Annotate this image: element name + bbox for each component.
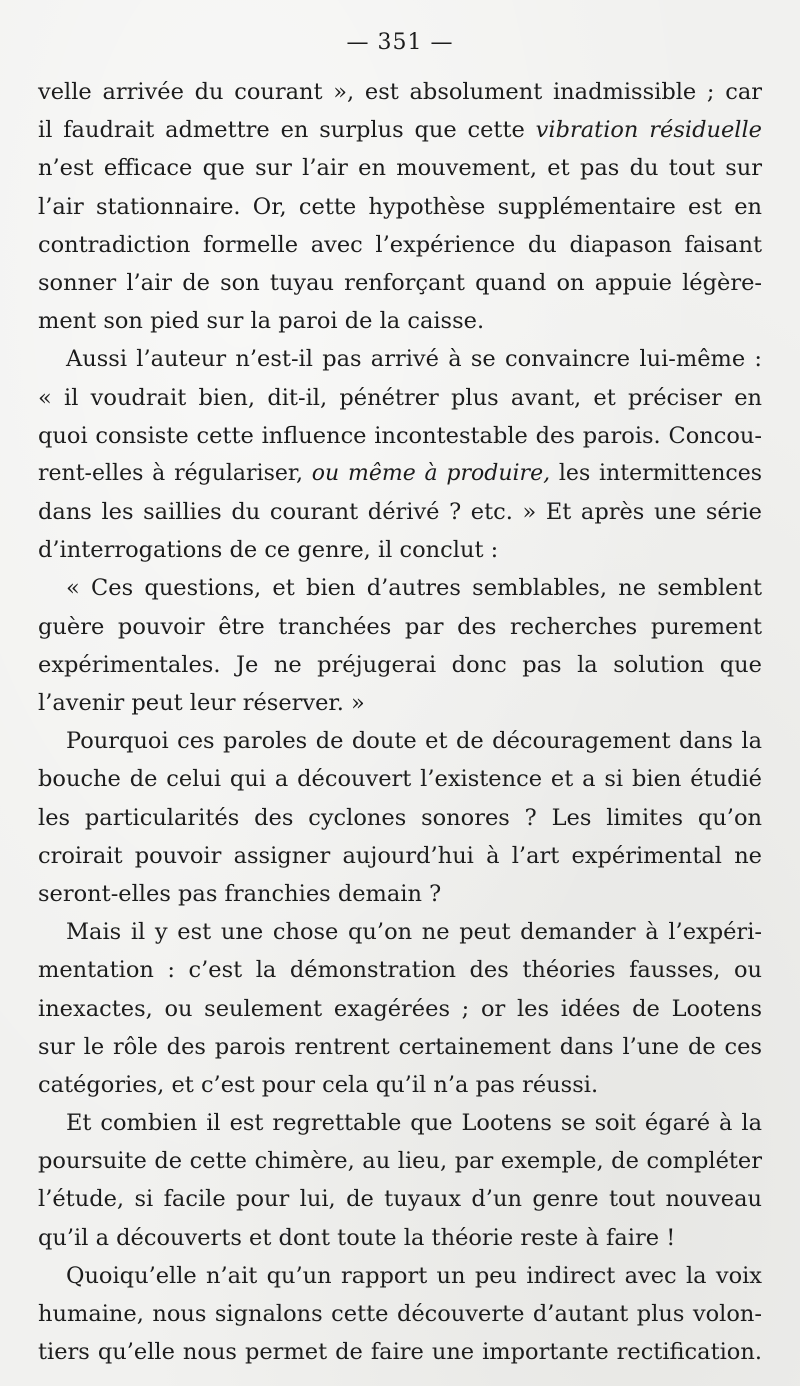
italic-phrase: vibration résiduelle bbox=[535, 117, 762, 144]
text-line: l’avenir peut leur réserver. » bbox=[38, 690, 365, 716]
body-text bbox=[38, 73, 762, 1371]
text-line: Quoiqu’elle n’ait qu’un rapport un peu indirect avec la voix bbox=[66, 1262, 762, 1289]
italic-phrase: ou même à produire, bbox=[311, 460, 551, 486]
text-line: d’interrogations de ce genre, il conclut : bbox=[38, 537, 499, 564]
text-line: ment son pied sur la paroi de la caisse. bbox=[38, 308, 485, 335]
text-line: bouche de celui qui a découvert l’existence et a si bien étudié bbox=[38, 766, 762, 793]
text-line: croirait pouvoir assigner aujourd’hui à l’art expérimental ne bbox=[38, 842, 762, 869]
text-line bbox=[38, 455, 762, 493]
text-line: « il voudrait bien, dit-il, pénétrer plus avant, et préciser en bbox=[38, 384, 762, 411]
text-line: qu’il a découverts et dont toute la théorie reste à faire ! bbox=[38, 1224, 676, 1251]
text-segment: rent-elles à régulariser, bbox=[38, 460, 312, 486]
text-segment: les intermittences bbox=[550, 460, 762, 486]
text-line: Mais il y est une chose qu’on ne peut demander à l’expéri- bbox=[66, 919, 762, 946]
text-line bbox=[38, 111, 762, 149]
text-line: quoi consiste cette influence incontestable des parois. Concou- bbox=[38, 422, 762, 449]
text-segment: il faudrait admettre en surplus que cette bbox=[38, 117, 536, 144]
text-line: Pourquoi ces paroles de doute et de découragement dans la bbox=[66, 728, 762, 755]
text-line: sonner l’air de son tuyau renforçant quand on appuie légère- bbox=[38, 269, 762, 296]
text-line: Et combien il est regrettable que Lootens se soit égaré à la bbox=[66, 1110, 762, 1137]
page-number: — 351 — bbox=[346, 30, 454, 55]
text-line: « Ces questions, et bien d’autres semblables, ne semblent bbox=[66, 575, 762, 602]
text-line: inexactes, ou seulement exagérées ; or les idées de Lootens bbox=[38, 995, 762, 1022]
text-line: velle arrivée du courant », est absolument inadmissible ; car bbox=[38, 79, 762, 105]
text-line: expérimentales. Je ne préjugerai donc pas la solution que bbox=[38, 651, 762, 678]
text-line: mentation : c’est la démonstration des théories fausses, ou bbox=[38, 957, 762, 984]
text-line: catégories, et c’est pour cela qu’il n’a pas réussi. bbox=[38, 1071, 599, 1098]
text-line: Aussi l’auteur n’est-il pas arrivé à se convaincre lui-même : bbox=[66, 346, 762, 373]
text-line: sur le rôle des parois rentrent certainement dans l’une de ces bbox=[38, 1033, 762, 1060]
text-line: seront-elles pas franchies demain ? bbox=[38, 880, 442, 907]
text-line: humaine, nous signalons cette découverte d’autant plus volon- bbox=[38, 1301, 762, 1327]
text-line: poursuite de cette chimère, au lieu, par exemple, de compléter bbox=[38, 1148, 762, 1175]
text-line: tiers qu’elle nous permet de faire une importante rectification. bbox=[38, 1339, 762, 1366]
text-line: contradiction formelle avec l’expérience du diapason faisant bbox=[38, 231, 762, 258]
text-line: les particularités des cyclones sonores ? Les limites qu’on bbox=[38, 804, 762, 831]
text-line: l’étude, si facile pour lui, de tuyaux d’un genre tout nouveau bbox=[38, 1186, 762, 1213]
text-line: n’est efficace que sur l’air en mouvement, et pas du tout sur bbox=[38, 155, 762, 182]
text-line: l’air stationnaire. Or, cette hypothèse supplémentaire est en bbox=[38, 193, 762, 220]
text-line: guère pouvoir être tranchées par des recherches purement bbox=[38, 613, 762, 640]
text-line: dans les saillies du courant dérivé ? etc. » Et après une série bbox=[38, 499, 762, 526]
